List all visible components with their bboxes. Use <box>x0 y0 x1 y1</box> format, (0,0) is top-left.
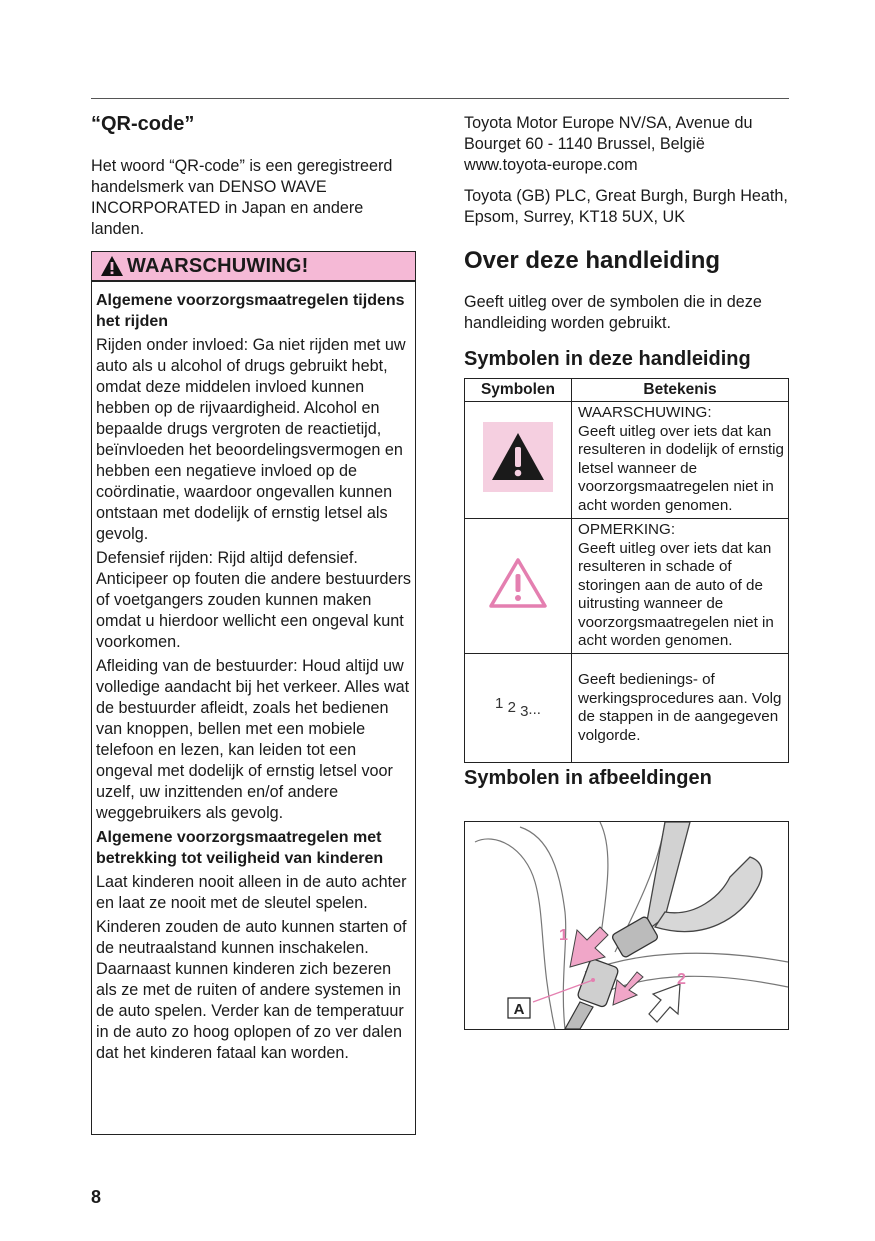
meaning-label: OPMERKING: <box>578 521 676 538</box>
meaning-cell <box>572 519 789 654</box>
notice-outline-icon <box>488 557 548 609</box>
warning-paragraph: Rijden onder invloed: Ga niet rijden met uw auto als u alcohol of drugs gebruikt hebt, omdat deze middelen invloed kunnen hebben op de rijvaardigheid. Alcohol en bepaalde drugs vergroten de reactietijd, beïnvloeden het beoordelingsvermogen en hebben een negatieve invloed op de coördinatie, waardoor ongevallen kunnen ontstaan met dodelijk of ernstig letsel als gevolg. <box>96 336 406 543</box>
qr-body: Het woord “QR-code” is een geregistreerd handelsmerk van DENSO WAVE INCORPORATED in Japan en andere landen. <box>91 157 393 238</box>
figures-heading: Symbolen in afbeeldingen <box>464 767 712 789</box>
right-column <box>464 113 790 763</box>
symbol-cell <box>465 402 572 519</box>
symbols-heading: Symbolen in deze handleiding <box>464 348 751 370</box>
table-row <box>465 519 789 654</box>
page-number: 8 <box>91 1187 102 1207</box>
step-glyph: 3 <box>520 702 529 720</box>
warning-section-heading: Algemene voorzorgsmaatregelen met betrekking tot veiligheid van kinderen <box>96 829 384 867</box>
figure-callout-1: 1 <box>559 927 568 944</box>
meaning-cell <box>572 402 789 519</box>
step-glyph: 1 <box>495 694 504 712</box>
figure-label-a: A <box>513 1001 525 1018</box>
col-symbol-header: Symbolen <box>465 379 572 402</box>
step-glyph: ... <box>528 700 541 718</box>
table-row <box>465 654 789 763</box>
warning-header-label: WAARSCHUWING! <box>127 254 309 277</box>
address-uk: Toyota (GB) PLC, Great Burgh, Burgh Heath, Epsom, Surrey, KT18 5UX, UK <box>464 187 788 226</box>
meaning-text: Geeft uitleg over iets dat kan resulteren in dodelijk of ernstig letsel wanneer de voorzorgsmaatregelen niet in acht worden genomen. <box>578 422 784 514</box>
table-row <box>465 402 789 519</box>
qr-title: “QR-code” <box>91 113 195 135</box>
seatbelt-illustration <box>464 821 789 1030</box>
steps-icon <box>495 694 541 720</box>
seatbelt-drawing <box>465 822 788 1029</box>
warning-paragraph: Laat kinderen nooit alleen in de auto achter en laat ze nooit met de sleutel spelen. <box>96 873 407 912</box>
symbols-table <box>464 378 789 763</box>
warning-paragraph: Defensief rijden: Rijd altijd defensief. Anticipeer op fouten die andere bestuurders of voetgangers zouden kunnen maken omdat u hierdoor wellicht een ongeval kunt voorkomen. <box>96 549 411 651</box>
meaning-label: WAARSCHUWING: <box>578 404 712 421</box>
figure-callout-2: 2 <box>677 971 686 988</box>
warning-header <box>92 252 415 282</box>
warning-section-heading: Algemene voorzorgsmaatregelen tijdens het rijden <box>96 292 405 330</box>
warning-paragraph: Kinderen zouden de auto kunnen starten of de neutraalstand kunnen inschakelen. Daarnaast kunnen kinderen zich bezeren als ze met de ruiten of andere systemen in de auto spelen. Verder kan de temperatuur in de auto zo hoog oplopen of zo ver dalen dat het kinderen fataal kan worden. <box>96 918 407 1062</box>
top-rule <box>91 98 789 99</box>
warning-paragraph: Afleiding van de bestuurder: Houd altijd uw volledige aandacht bij het verkeer. Alles wat de bestuurder afleidt, zoals het bedienen van knoppen, bellen met een mobiele telefoon en lezen, kan leiden tot een ongeval met dodelijk of ernstig letsel voor uzelf, uw inzittenden en/of andere weggebruikers als gevolg. <box>96 657 410 822</box>
meaning-text: Geeft bedienings- of werkingsprocedures aan. Volg de stappen in de aangegeven volgorde. <box>578 671 782 744</box>
meaning-text: Geeft uitleg over iets dat kan resulteren in schade of storingen aan de auto of de uitrusting wanneer de voorzorgsmaatregelen niet in acht worden genomen. <box>578 539 774 649</box>
address-europe: Toyota Motor Europe NV/SA, Avenue du Bourget 60 - 1140 Brussel, België www.toyota-europe.com <box>464 114 753 174</box>
manual-intro: Geeft uitleg over de symbolen die in deze handleiding worden gebruikt. <box>464 293 762 332</box>
symbol-cell <box>465 654 572 763</box>
manual-title: Over deze handleiding <box>464 247 721 274</box>
table-header-row <box>465 379 789 402</box>
symbol-cell <box>465 519 572 654</box>
left-column <box>91 110 417 240</box>
step-glyph: 2 <box>507 698 516 716</box>
warning-box <box>91 251 416 1135</box>
warning-filled-icon <box>483 422 553 492</box>
meaning-cell <box>572 654 789 763</box>
col-meaning-header: Betekenis <box>572 379 789 402</box>
warning-icon <box>100 255 124 277</box>
warning-content <box>92 282 415 1064</box>
